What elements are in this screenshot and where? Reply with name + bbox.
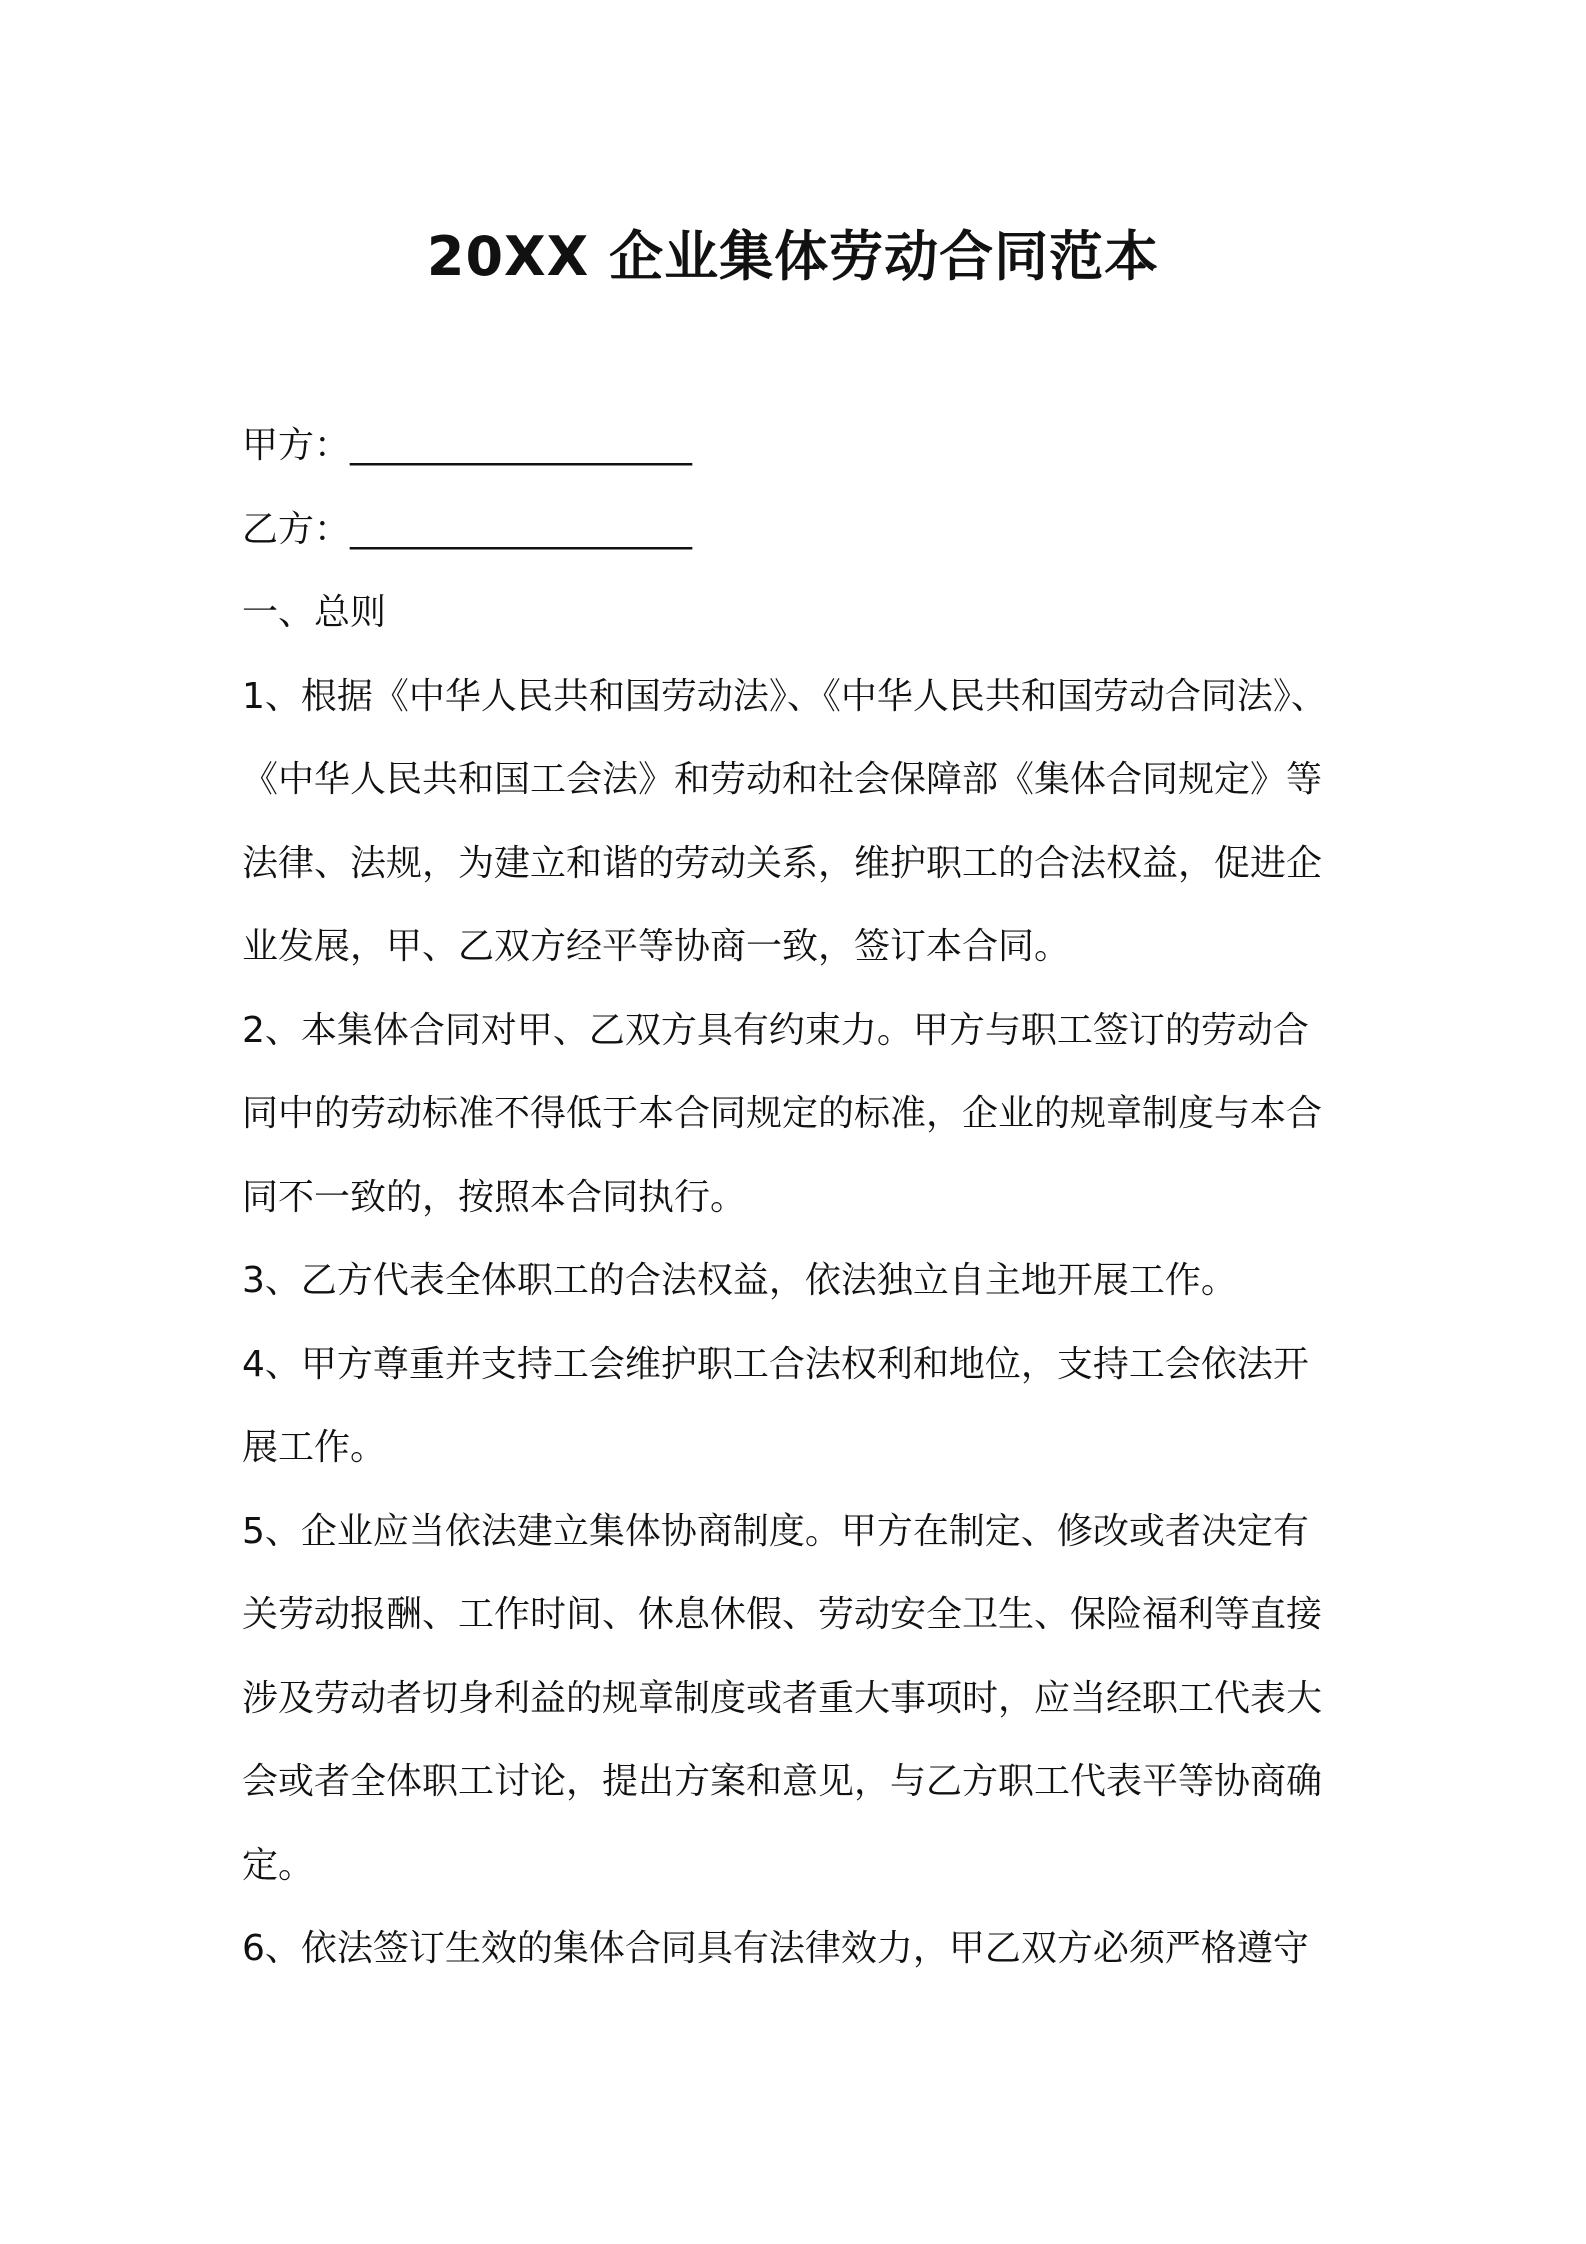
party-b-line: 乙方：___________________ <box>242 508 693 550</box>
party-a-line: 甲方：___________________ <box>242 425 693 466</box>
text-line: 业发展，甲、乙双方经平等协商一致，签订本合同。 <box>242 926 1071 967</box>
text-line: 关劳动报酬、工作时间、休息休假、劳动安全卫生、保险福利等直接 <box>242 1594 1323 1635</box>
text-line: 法律、法规，为建立和谐的劳动关系，维护职工的合法权益，促进企 <box>242 842 1323 884</box>
text-line: 《中华人民共和国工会法》和劳动和社会保障部《集体合同规定》等 <box>242 759 1323 800</box>
text-line: 同中的劳动标准不得低于本合同规定的标准，企业的规章制度与本合 <box>242 1093 1323 1134</box>
text-line: 5、企业应当依法建立集体协商制度。甲方在制定、修改或者决定有 <box>242 1510 1309 1552</box>
document-title: 20XX 企业集体劳动合同范本 <box>426 225 1160 288</box>
text-line: 2、本集体合同对甲、乙双方具有约束力。甲方与职工签订的劳动合 <box>242 1009 1309 1051</box>
text-line: 1、根据《中华人民共和国劳动法》、《中华人民共和国劳动合同法》、 <box>242 675 1327 717</box>
text-line: 6、依法签订生效的集体合同具有法律效力，甲乙双方必须严格遵守 <box>242 1928 1309 1969</box>
section-heading-general: 一、总则 <box>242 592 387 633</box>
text-line: 涉及劳动者切身利益的规章制度或者重大事项时，应当经职工代表大 <box>242 1677 1323 1719</box>
text-line: 定。 <box>242 1844 315 1886</box>
text-line: 同不一致的，按照本合同执行。 <box>242 1176 747 1218</box>
text-line: 展工作。 <box>242 1427 387 1468</box>
text-line: 4、甲方尊重并支持工会维护职工合法权利和地位，支持工会依法开 <box>242 1343 1309 1385</box>
text-line: 会或者全体职工讨论，提出方案和意见，与乙方职工代表平等协商确 <box>242 1761 1323 1802</box>
document-body <box>242 404 1352 1991</box>
text-line: 3、乙方代表全体职工的合法权益，依法独立自主地开展工作。 <box>242 1260 1237 1301</box>
